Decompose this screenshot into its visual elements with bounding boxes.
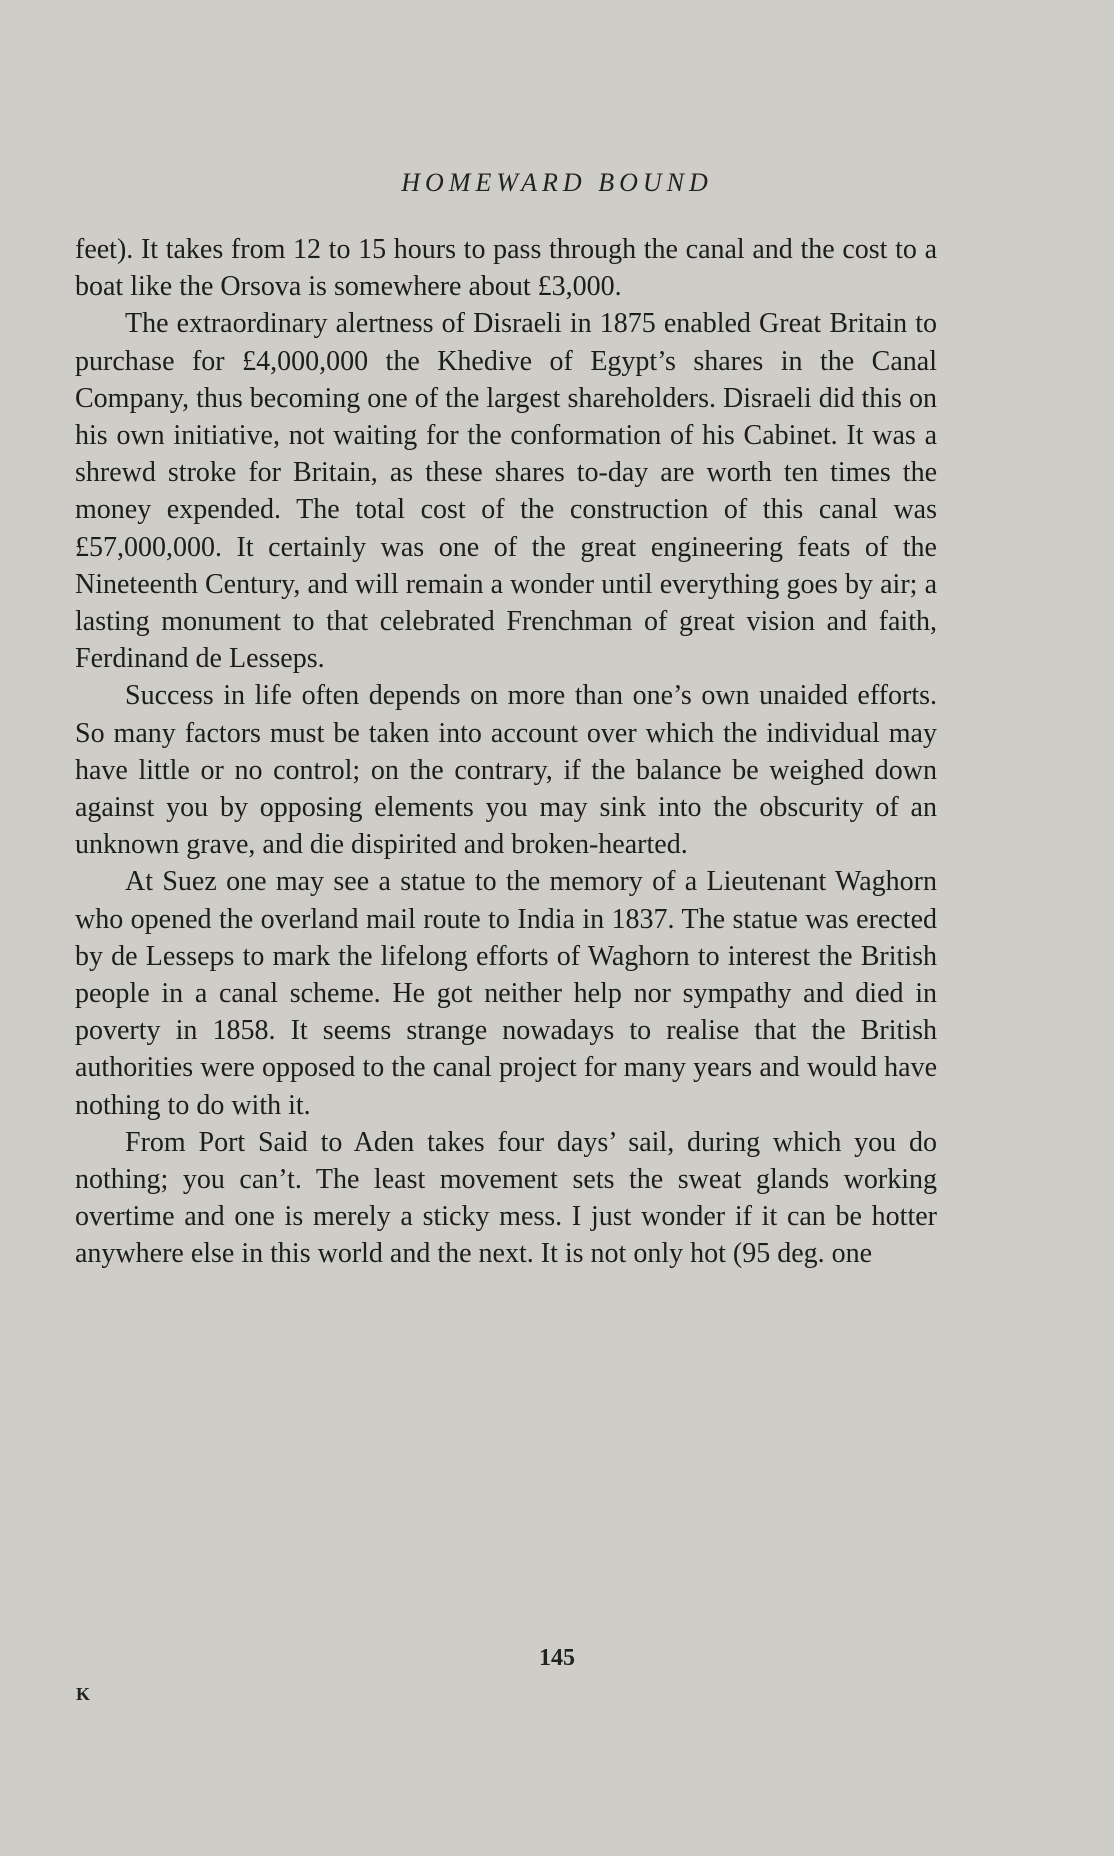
- paragraph-1: feet). It takes from 12 to 15 hours to pass through the canal and the cost to a boat like the Orsova is somewhere about £3,000.: [75, 234, 937, 303]
- paragraph-5: From Port Said to Aden takes four days’ sail, during which you do nothing; you can’t. The least movement sets the sweat glands working overtime and one is merely a sticky mess. I just wonder if it can be hotter anywhere else in this world and the next. It is not only hot (95 deg. one: [75, 1126, 937, 1270]
- running-head: HOMEWARD BOUND: [401, 168, 713, 197]
- body-text: [75, 231, 937, 1273]
- paragraph-2: The extraordinary alertness of Disraeli in 1875 enabled Great Britain to purchase for £4,000,000 the Khedive of Egypt’s shares in the Canal Company, thus becoming one of the largest shareholders. Disraeli did this on his own initiative, not waiting for the conformation of his Cabinet. It was a shrewd stroke for Britain, as these shares to-day are worth ten times the money expended. The total cost of the construction of this canal was £57,000,000. It certainly was one of the great engineering feats of the Nineteenth Century, and will remain a wonder until everything goes by air; a lasting monument to that celebrated Frenchman of great vision and faith, Ferdinand de Lesseps.: [75, 308, 937, 675]
- paragraph-3: Success in life often depends on more than one’s own unaided efforts. So many factors must be taken into account over which the individual may have little or no control; on the contrary, if the balance be weighed down against you by opposing elements you may sink into the obscurity of an unknown grave, and die dispirited and broken-hearted.: [75, 680, 937, 861]
- page-number: 145: [539, 1645, 575, 1671]
- paragraph-4: At Suez one may see a statue to the memory of a Lieutenant Waghorn who opened the overland mail route to India in 1837. The statue was erected by de Lesseps to mark the lifelong efforts of Waghorn to interest the British people in a canal scheme. He got neither help nor sympathy and died in poverty in 1858. It seems strange nowadays to realise that the British authorities were opposed to the canal project for many years and would have nothing to do with it.: [75, 866, 937, 1121]
- signature-mark: K: [76, 1684, 91, 1704]
